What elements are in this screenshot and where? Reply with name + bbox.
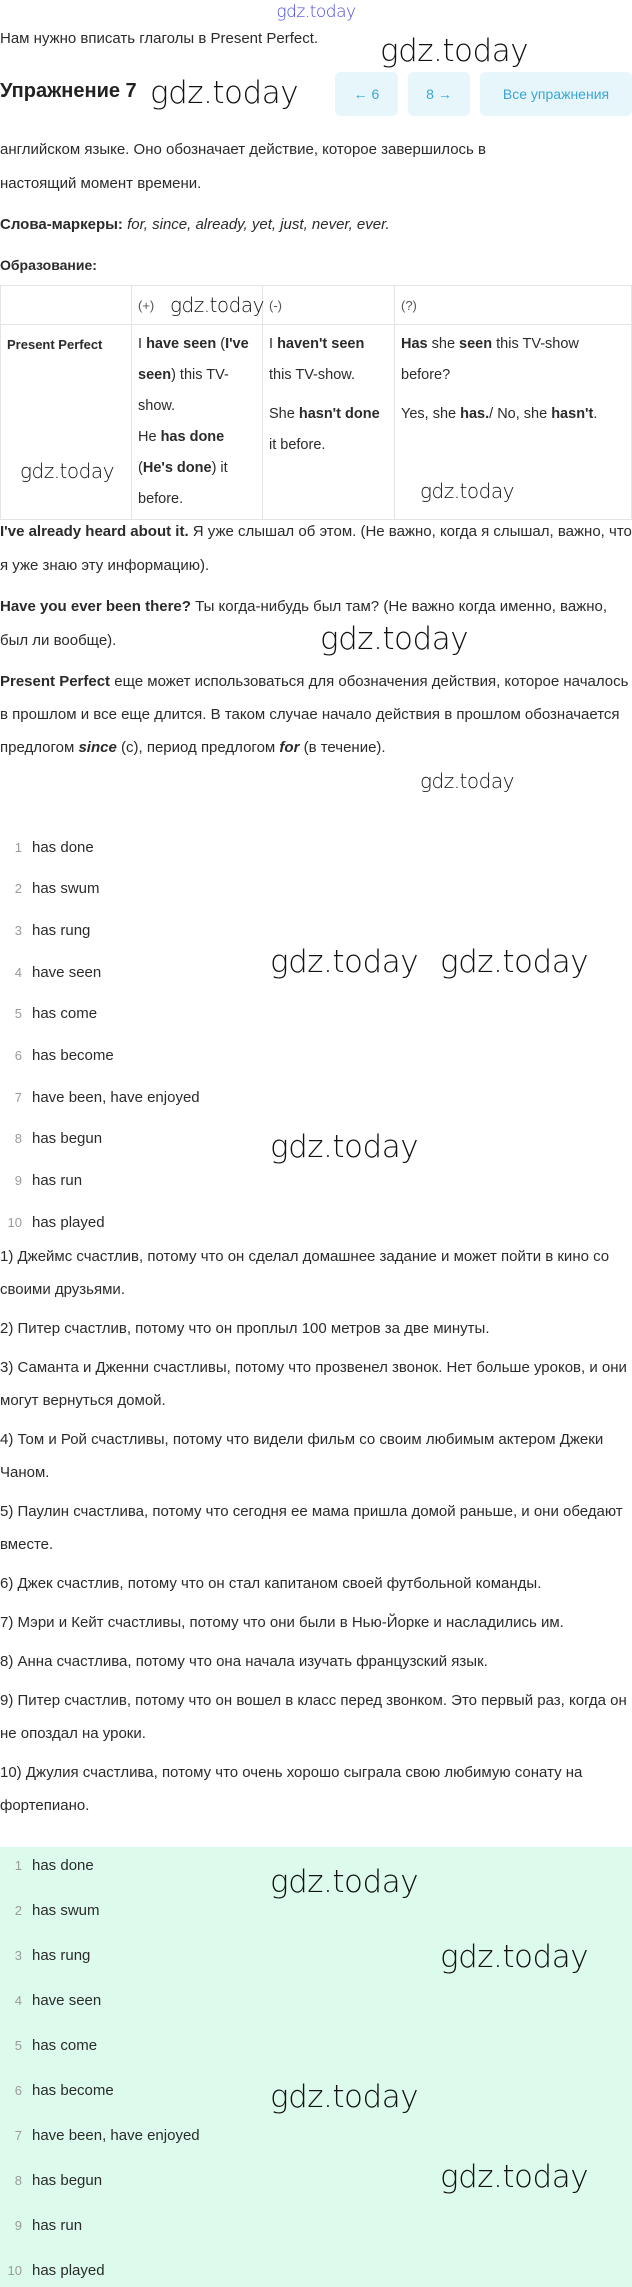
item-answer: has come — [32, 1005, 98, 1023]
table-cell-question: Has she seen this TV-show before? Yes, she has./ No, she hasn't. — [395, 325, 632, 520]
answer-box — [0, 1847, 632, 2287]
item-answer: have been, have enjoyed — [32, 2126, 200, 2144]
translation-item: 5) Паулин счастлива, потому что сегодня ее мама пришла домой раньше, и они обедают вместе. — [0, 1503, 623, 1553]
item-number: 1 — [14, 839, 22, 855]
item-answer: has come — [32, 2036, 98, 2054]
item-number: 8 — [14, 2172, 22, 2188]
item-number: 10 — [7, 2262, 22, 2278]
item-answer: has rung — [32, 1946, 91, 1964]
theory-line: настоящий момент времени. — [0, 175, 202, 192]
next-exercise-button[interactable]: 8 → — [408, 72, 470, 116]
table-header-cell: (-) — [263, 286, 395, 325]
item-answer: have been, have enjoyed — [32, 1088, 200, 1106]
list-item — [0, 2210, 82, 2240]
prev-exercise-button[interactable]: ← 6 — [335, 72, 398, 116]
list-item — [0, 1850, 94, 1880]
translation-item: 8) Анна счастлива, потому что она начала изучать французский язык. — [0, 1653, 488, 1670]
list-item — [0, 1082, 200, 1112]
item-answer: has swum — [32, 880, 100, 898]
item-answer: has done — [32, 1856, 94, 1874]
translation-item: 7) Мэри и Кейт счастливы, потому что они были в Нью-Йорке и насладились им. — [0, 1614, 564, 1631]
list-item — [0, 1207, 105, 1237]
list-item — [0, 874, 100, 904]
item-number: 6 — [14, 2082, 22, 2098]
watermark: gdz.today — [170, 293, 264, 317]
list-item — [0, 915, 90, 945]
watermark: gdz.today — [420, 769, 514, 793]
item-number: 9 — [14, 1173, 22, 1189]
item-answer: have seen — [32, 963, 102, 981]
theory-paragraph — [0, 133, 632, 201]
theory-line: английском языке. Оно обозначает действие, которое завершилось в — [0, 141, 486, 158]
formation-label: Образование: — [0, 257, 97, 273]
item-answer: has run — [32, 2216, 83, 2234]
watermark: gdz.today — [380, 33, 529, 69]
translation-list — [0, 1240, 632, 1828]
item-number: 10 — [7, 1214, 22, 1230]
list-item — [0, 2165, 102, 2195]
list-item — [0, 1041, 114, 1071]
item-number: 2 — [14, 881, 22, 897]
watermark: gdz.today — [320, 621, 469, 657]
item-number: 3 — [14, 1947, 22, 1963]
item-answer: has become — [32, 1047, 114, 1064]
list-item — [0, 1895, 100, 1925]
item-answer: has played — [32, 2261, 105, 2279]
list-item — [0, 2075, 114, 2105]
example-paragraph: Have you ever been there? Ты когда-нибудь был там? (Не важно когда именно, важно, был ли вообще). — [0, 598, 608, 649]
list-item — [0, 999, 97, 1029]
watermark: gdz.today — [20, 459, 114, 483]
table-cell-negative: I haven't seen this TV-show. She hasn't done it before. — [263, 325, 395, 520]
item-answer: has begun — [32, 2171, 103, 2189]
watermark: gdz.today — [270, 1129, 419, 1165]
item-answer: has run — [32, 1172, 83, 1190]
translation-item: 6) Джек счастлив, потому что он стал капитаном своей футбольной команды. — [0, 1575, 542, 1592]
item-number: 9 — [14, 2217, 22, 2233]
list-item — [0, 2255, 105, 2285]
item-answer: has played — [32, 1213, 105, 1231]
item-number: 2 — [14, 1902, 22, 1918]
translation-item: 3) Саманта и Дженни счастливы, потому что прозвенел звонок. Нет больше уроков, и они могут вернуться домой. — [0, 1359, 627, 1409]
list-item — [0, 832, 94, 862]
table-header-cell: (+) — [132, 286, 263, 325]
markers-list: for, since, already, yet, just, never, ever. — [127, 216, 390, 233]
translation-item: 9) Питер счастлив, потому что он вошел в класс перед звонком. Это первый раз, когда он не опоздал на уроки. — [0, 1692, 627, 1742]
table-cell-affirmative: I have seen (I've seen) this TV-show. He has done (He's done) it before. — [132, 325, 263, 520]
translation-item: 1) Джеймс счастлив, потому что он сделал домашнее задание и может пойти в кино со своими друзьями. — [0, 1248, 610, 1298]
list-item — [0, 1940, 90, 1970]
table-header-row — [1, 286, 632, 325]
example-paragraph: I've already heard about it. Я уже слышал об этом. (Не важно, когда я слышал, важно, что я уже знаю эту информацию). — [0, 523, 632, 574]
item-answer: has become — [32, 2081, 114, 2099]
list-item — [0, 1124, 102, 1154]
site-watermark-logo: gdz.today — [276, 2, 356, 22]
translation-item: 2) Питер счастлив, потому что он проплыл 100 метров за две минуты. — [0, 1320, 490, 1337]
item-number: 7 — [14, 1089, 22, 1105]
item-answer: has swum — [32, 1901, 100, 1919]
watermark: gdz.today — [440, 944, 589, 980]
watermark: gdz.today — [270, 2079, 419, 2115]
watermark: gdz.today — [440, 2159, 589, 2195]
item-number: 4 — [14, 1992, 22, 2008]
list-item — [0, 2120, 200, 2150]
item-answer: has done — [32, 838, 94, 856]
formation-table — [0, 285, 632, 520]
table-row — [1, 325, 632, 520]
table-header-cell — [1, 286, 132, 325]
markers-paragraph — [0, 208, 632, 242]
watermark: gdz.today — [270, 1864, 419, 1900]
item-number: 5 — [14, 2037, 22, 2053]
watermark: gdz.today — [440, 1939, 589, 1975]
item-number: 5 — [14, 1006, 22, 1022]
list-item — [0, 957, 101, 987]
item-answer: has begun — [32, 1130, 103, 1148]
item-number: 7 — [14, 2127, 22, 2143]
item-answer: has rung — [32, 921, 91, 939]
markers-label: Слова-маркеры: — [0, 216, 123, 233]
watermark: gdz.today — [420, 479, 514, 503]
translation-item: 4) Том и Рой счастливы, потому что видели фильм со своим любимым актером Джеки Чаном. — [0, 1431, 604, 1481]
table-header-cell: (?) — [395, 286, 632, 325]
item-number: 8 — [14, 1131, 22, 1147]
example-paragraph: Present Perfect еще может использоваться для обозначения действия, которое началось в прошлом и все еще длится. В таком случае начало действия в прошлом обозначается предлогом since (с), период предлогом for (в течение). — [0, 673, 629, 756]
watermark: gdz.today — [150, 75, 299, 111]
list-item — [0, 1166, 82, 1196]
all-exercises-button[interactable]: Все упражнения — [480, 72, 632, 116]
page-title: Упражнение 7 — [0, 80, 137, 102]
table-row-label: Present Perfect — [1, 325, 132, 520]
intro-text: Нам нужно вписать глаголы в Present Perfect. — [0, 30, 319, 47]
item-number: 1 — [14, 1857, 22, 1873]
list-item — [0, 1985, 101, 2015]
item-number: 3 — [14, 922, 22, 938]
translation-item: 10) Джулия счастлива, потому что очень хорошо сыграла свою любимую сонату на фортепиано. — [0, 1764, 583, 1814]
item-number: 4 — [14, 964, 22, 980]
item-number: 6 — [14, 1048, 22, 1063]
item-answer: have seen — [32, 1991, 102, 2009]
list-item — [0, 2030, 97, 2060]
watermark: gdz.today — [270, 944, 419, 980]
